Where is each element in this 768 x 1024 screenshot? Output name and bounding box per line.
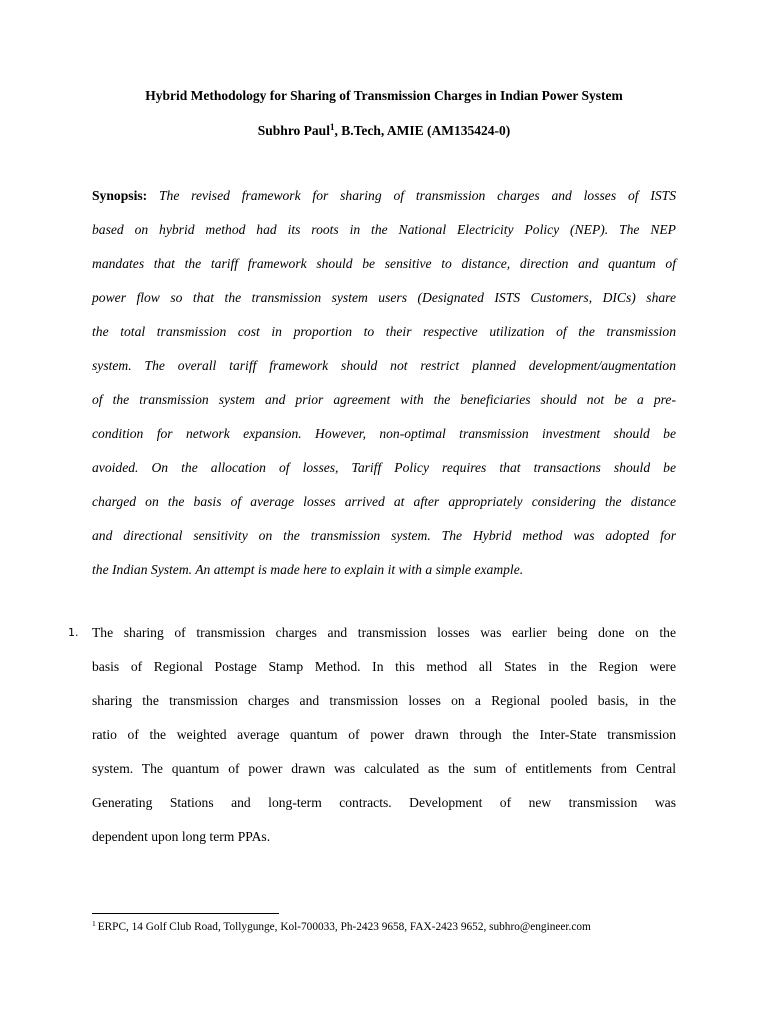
paragraph-line: system. The quantum of power drawn was calculated as the sum of entitlements from Central [92,761,676,776]
synopsis-line: the Indian System. An attempt is made here to explain it with a simple example. [92,562,524,577]
paragraph-number: 1. [68,626,79,639]
synopsis-label: Synopsis: [92,188,148,203]
author-credentials: , B.Tech, AMIE (AM135424-0) [334,123,511,138]
paragraph-line: dependent upon long term PPAs. [92,829,271,844]
footnote-text: ERPC, 14 Golf Club Road, Tollygunge, Kol-700033, Ph-2423 9658, FAX-2423 9652, subhro@engineer.com [97,921,591,933]
synopsis-line: the total transmission cost in proportion to their respective utilization of the transmission [92,324,676,339]
synopsis-line-text: The revised framework for sharing of transmission charges and losses of ISTS [158,188,676,203]
synopsis-line: system. The overall tariff framework should not restrict planned development/augmentation [92,358,676,373]
synopsis-line [92,179,676,213]
synopsis-paragraph [92,179,676,587]
synopsis-line: power flow so that the transmission system users (Designated ISTS Customers, DICs) share [92,290,676,305]
paragraph-line: ratio of the weighted average quantum of power drawn through the Inter-State transmission [92,727,676,742]
paragraph-line: Generating Stations and long-term contracts. Development of new transmission was [92,795,676,810]
synopsis-line: charged on the basis of average losses arrived at after appropriately considering the distance [92,494,676,509]
paragraph-line: The sharing of transmission charges and transmission losses was earlier being done on the [92,625,676,640]
footnote-divider [92,913,279,914]
synopsis-line: of the transmission system and prior agreement with the beneficiaries should not be a pre- [92,392,676,407]
synopsis-line: condition for network expansion. However, non-optimal transmission investment should be [92,426,676,441]
paper-title: Hybrid Methodology for Sharing of Transmission Charges in Indian Power System [145,88,623,103]
author-name: Subhro Paul [257,123,330,138]
synopsis-line: and directional sensitivity on the transmission system. The Hybrid method was adopted for [92,528,676,543]
numbered-paragraph [92,616,676,854]
paragraph-line: basis of Regional Postage Stamp Method. In this method all States in the Region were [92,659,676,674]
author-footnote-mark: 1 [329,122,335,132]
footnote-mark: 1 [92,919,96,928]
synopsis-line: avoided. On the allocation of losses, Tariff Policy requires that transactions should be [92,460,676,475]
footnote [92,921,591,933]
paragraph-line: sharing the transmission charges and transmission losses on a Regional pooled basis, in the [92,693,676,708]
synopsis-line: based on hybrid method had its roots in the National Electricity Policy (NEP). The NEP [92,222,676,237]
synopsis-line: mandates that the tariff framework should be sensitive to distance, direction and quantum of [92,256,676,271]
author-line [0,123,768,139]
